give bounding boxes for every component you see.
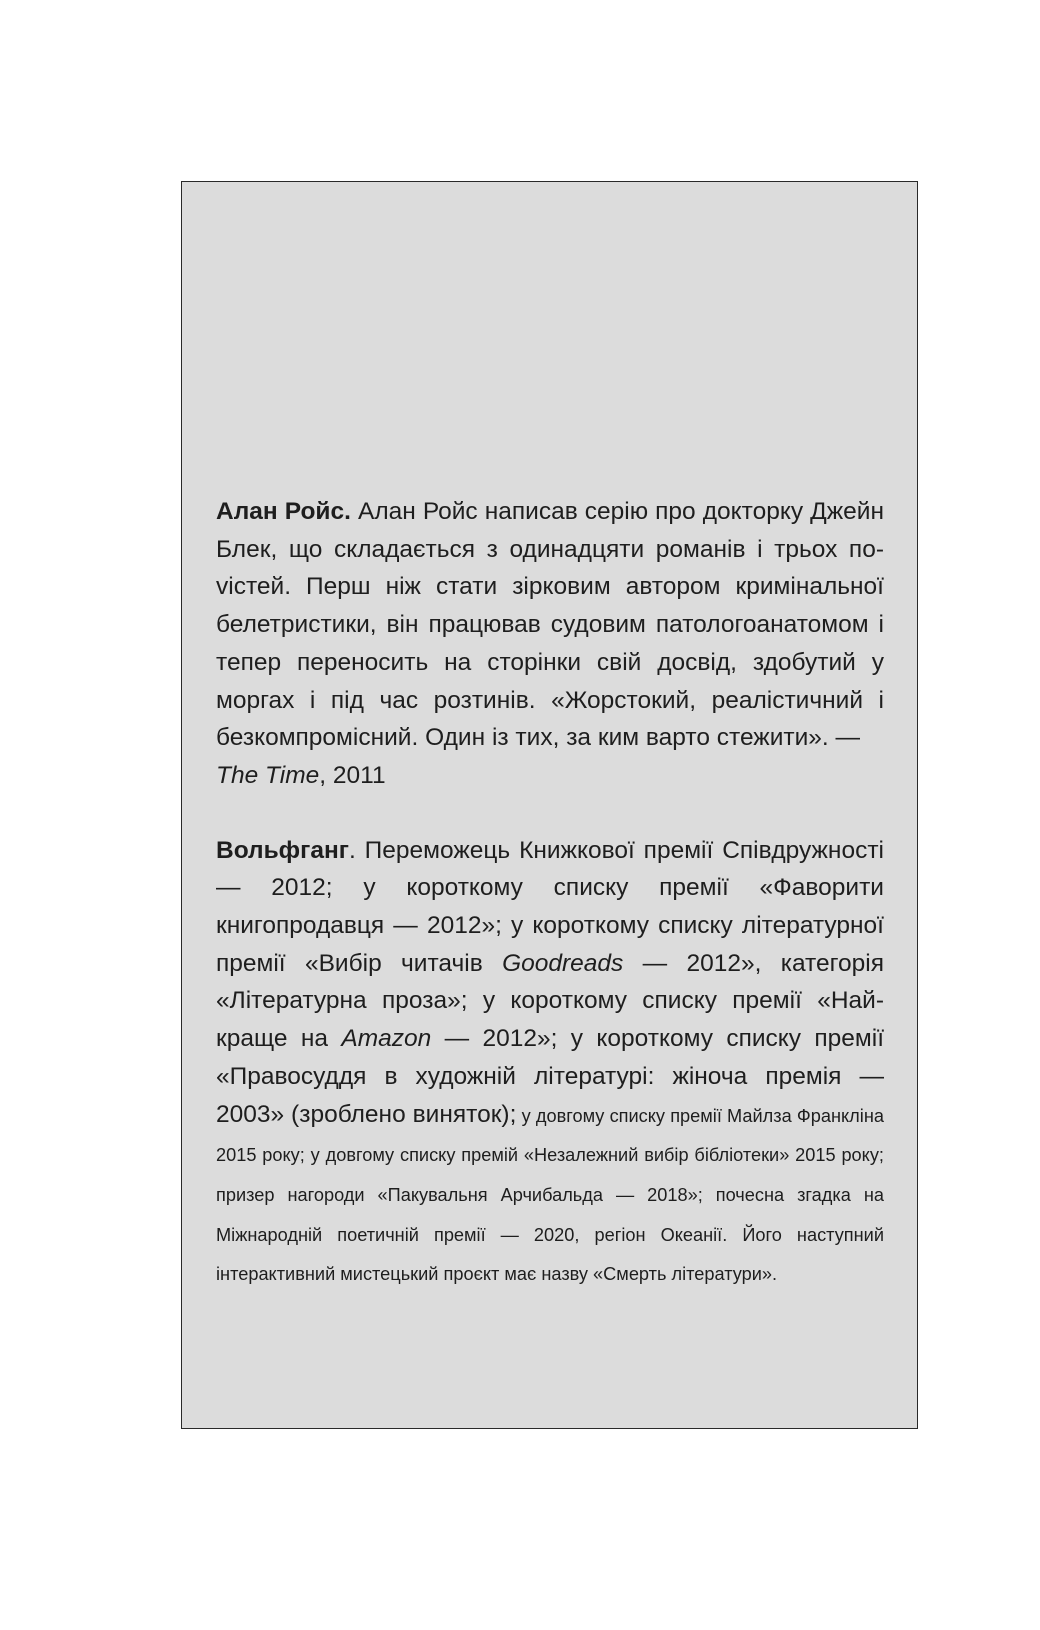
bio-text: . Переможець Книжкової премії Співдружності — 2012; у короткому списку премії «Фаворити книгопродавця — 2012»; у короткому списку літературної премії «Вибір читачів	[216, 836, 884, 977]
bio-text: — 2012», категорія «Літературна проза»; у короткому списку премії «Найкраще на	[216, 949, 884, 1053]
award-name-italic: Amazon	[341, 1025, 432, 1053]
author-name: Вольфганг	[216, 836, 349, 864]
bio-wolfgang	[216, 832, 884, 1294]
author-name: Алан Ройс.	[216, 498, 351, 525]
bio-alan-royce	[216, 493, 884, 795]
award-name-italic: Goodreads	[502, 949, 624, 977]
bio-small-text: у довгому списку премії Майлза Франкліна 2015 року; у довгому списку премій «Незалежний вибір бібліотеки» 2015 року; призер нагороди «Пакувальня Арчибальда — 2018»; почесна згадка на Міжнародній поетичній премії — 2020, регіон Океанії. Його наступний інтерактивний мистецький проєкт має назву «Смерть літератури».	[216, 1105, 884, 1285]
bio-text: Алан Ройс написав серію про докторку Джейн Блек, що складається з одинадцяти романів і трьох поvістей. Перш ніж стати зірковим автором кримінальної белетристики, він працював судовим патологоанатомом і тепер переносить на сторінки свій досвід, здобутий у моргах і під час розтинів. «Жорстокий, реалістичний і безкомпромісний. Один із тих, за ким варто стежити». —	[216, 498, 884, 752]
quote-source: The Time	[216, 761, 320, 789]
quote-year: , 2011	[319, 761, 386, 789]
author-bios	[216, 493, 884, 1294]
bio-text: — 2012»; у короткому списку премії «Правосуддя в художній літературі: жіноча премія — 2003» (зроблено виняток);	[216, 1025, 884, 1128]
